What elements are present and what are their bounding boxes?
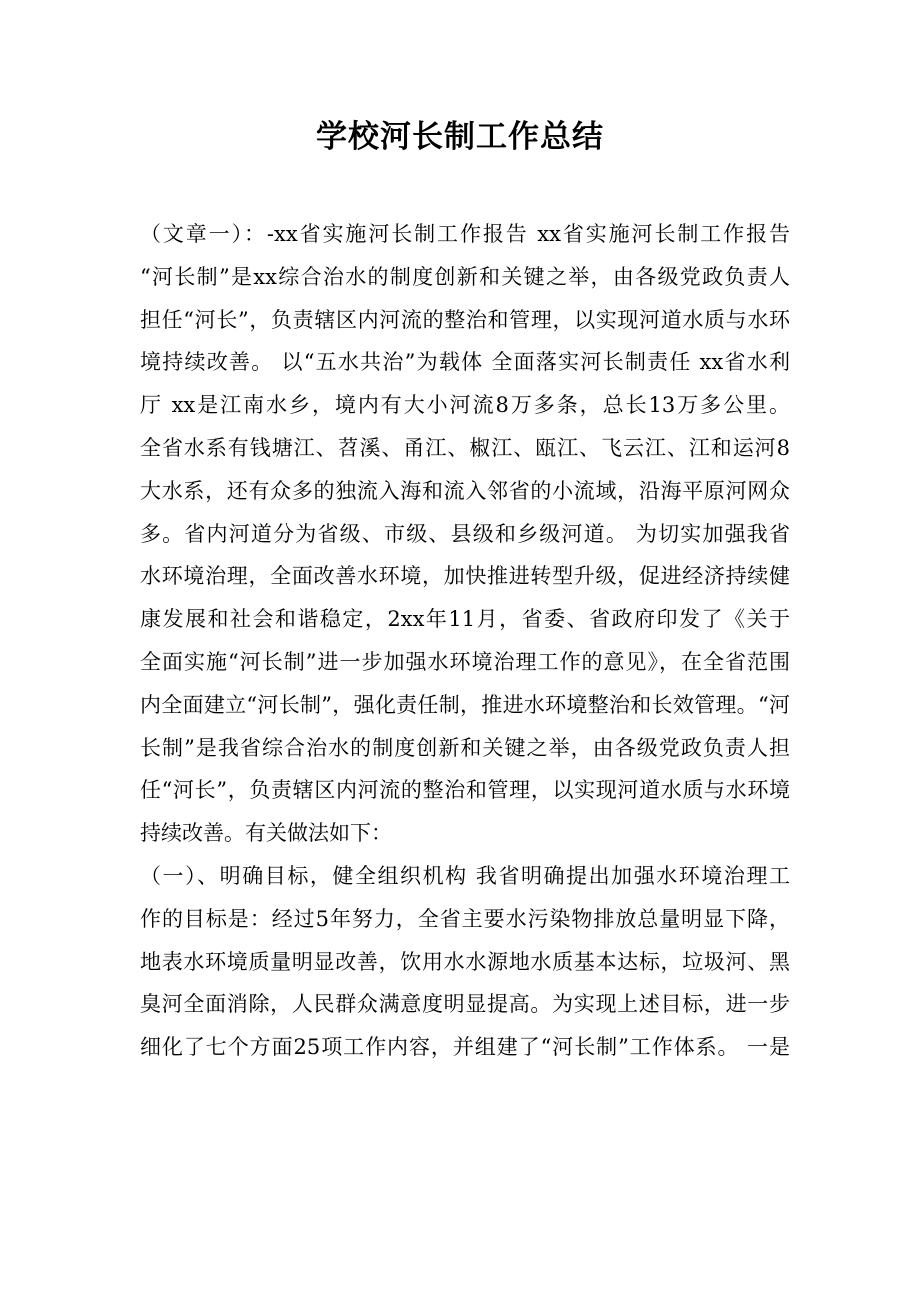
body-line: 长制”是我省综合治水的制度创新和关键之举，由各级党政负责人担 — [140, 735, 790, 760]
body-line: “河长制”是xx综合治水的制度创新和关键之举，由各级党政负责人 — [140, 264, 790, 289]
body-line: 多。省内河道分为省级、市级、县级和乡级河道。 为切实加强我省 — [140, 521, 790, 546]
body-line: 内全面建立“河长制”，强化责任制，推进水环境整治和长效管理。“河 — [140, 692, 790, 717]
document-title: 学校河长制工作总结 — [316, 119, 604, 155]
body-line: 持续改善。有关做法如下： — [140, 821, 392, 846]
body-line: 水环境治理，全面改善水环境，加快推进转型升级，促进经济持续健 — [140, 564, 790, 589]
body-line: 厅 xx是江南水乡，境内有大小河流8万多条，总长13万多公里。 — [140, 393, 790, 418]
body-line: 地表水环境质量明显改善，饮用水水源地水质基本达标，垃圾河、黑 — [140, 949, 790, 974]
body-line: 任“河长”，负责辖区内河流的整治和管理，以实现河道水质与水环境 — [140, 778, 790, 803]
body-line: 康发展和社会和谐稳定，2xx年11月，省委、省政府印发了《关于 — [140, 607, 790, 632]
body-line: 全省水系有钱塘江、苕溪、甬江、椒江、瓯江、飞云江、江和运河8 — [140, 435, 790, 460]
body-line: 作的目标是：经过5年努力，全省主要水污染物排放总量明显下降， — [140, 906, 790, 931]
document-body — [140, 213, 790, 1069]
body-line: 境持续改善。 以“五水共治”为载体 全面落实河长制责任 xx省水利 — [140, 350, 790, 375]
body-line: 大水系，还有众多的独流入海和流入邻省的小流域，沿海平原河网众 — [140, 478, 790, 503]
body-line: 臭河全面消除，人民群众满意度明显提高。为实现上述目标，进一步 — [140, 992, 790, 1017]
body-line: 担任“河长”，负责辖区内河流的整治和管理，以实现河道水质与水环 — [140, 307, 790, 332]
body-line: （一）、明确目标，健全组织机构 我省明确提出加强水环境治理工 — [140, 863, 790, 888]
body-line: 全面实施“河长制”进一步加强水环境治理工作的意见》，在全省范围 — [140, 649, 790, 674]
body-line: 细化了七个方面25项工作内容，并组建了“河长制”工作体系。 一是 — [140, 1035, 790, 1060]
body-line: （文章一）：-xx省实施河长制工作报告 xx省实施河长制工作报告 — [140, 222, 790, 246]
